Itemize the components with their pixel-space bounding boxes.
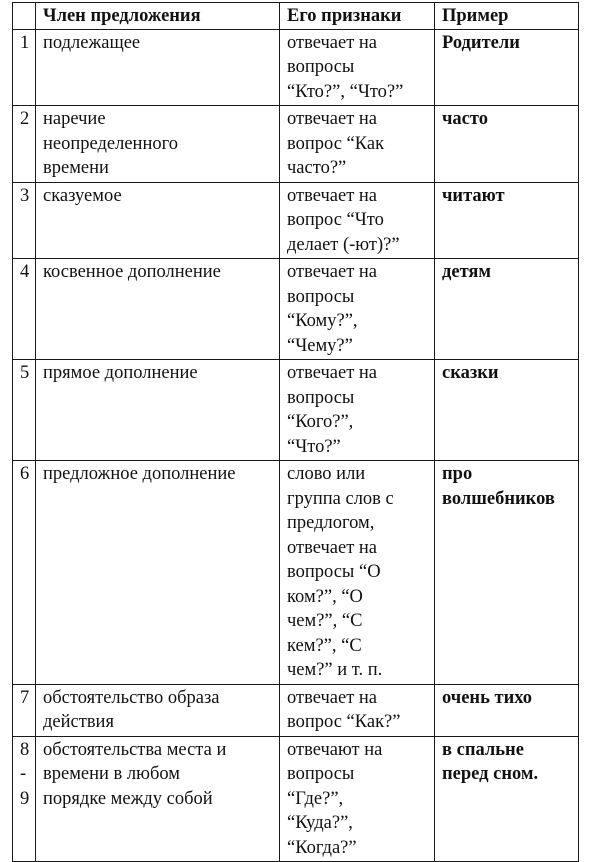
row-example-text: Родители (442, 32, 520, 53)
row-signs-text: отвечает на вопросы “Кого?”, “Что?” (287, 363, 378, 457)
table-row (13, 684, 579, 736)
row-member-text: косвенное дополнение (43, 262, 221, 282)
row-num-text: 6 (20, 464, 30, 484)
table-header (13, 3, 579, 30)
row-example (435, 182, 579, 259)
row-signs-text: отвечает на вопросы “Кто?”, “Что?” (287, 32, 404, 102)
row-member-text: обстоятельства места и времени в любом порядке между собой (43, 739, 227, 809)
row-example (435, 684, 579, 736)
row-member (36, 106, 280, 183)
table-row (13, 29, 579, 106)
table-row (13, 106, 579, 183)
row-member (36, 360, 280, 461)
header-signs: Его признаки (280, 3, 435, 30)
header-row (13, 3, 579, 30)
row-num-text: 8 - 9 (20, 739, 30, 809)
row-member (36, 182, 280, 259)
row-signs-text: отвечает на вопрос “Как?” (287, 687, 401, 732)
row-signs (280, 106, 435, 183)
row-member-text: подлежащее (43, 32, 141, 53)
row-num-text: 7 (20, 687, 30, 708)
table-row (13, 360, 579, 461)
sentence-members-table (12, 2, 579, 862)
row-num (13, 29, 36, 106)
row-example (435, 106, 579, 183)
row-signs-text: отвечает на вопросы “Кому?”, “Чему?” (287, 262, 378, 356)
row-member (36, 461, 280, 685)
row-num (13, 182, 36, 259)
table-row (13, 182, 579, 259)
row-num (13, 360, 36, 461)
row-num (13, 461, 36, 685)
row-signs (280, 684, 435, 736)
row-signs (280, 360, 435, 461)
row-num-text: 1 (20, 32, 30, 53)
row-num (13, 684, 36, 736)
row-signs-text: отвечает на вопрос “Как часто?” (287, 109, 385, 178)
row-member (36, 29, 280, 106)
row-signs-text: отвечает на вопрос “Что делает (-ют)?” (287, 185, 400, 255)
row-signs (280, 259, 435, 360)
row-member-text: предложное дополнение (43, 464, 236, 484)
header-member: Член предложения (36, 3, 280, 30)
row-member (36, 259, 280, 360)
row-num-text: 2 (20, 109, 30, 129)
row-signs-text: слово или группа слов с предлогом, отвечает на вопросы “О ком?”, “О чем?”, “С кем?”, “С чем?” и т. п. (287, 464, 394, 680)
row-example (435, 259, 579, 360)
row-example-text: детям (442, 262, 492, 282)
table-row (13, 461, 579, 685)
header-example: Пример (435, 3, 579, 30)
row-example-text: очень тихо (442, 687, 533, 708)
row-num-text: 3 (20, 185, 30, 206)
row-signs (280, 182, 435, 259)
row-num (13, 106, 36, 183)
table-body (13, 29, 579, 862)
row-num-text: 4 (20, 262, 30, 282)
row-example (435, 29, 579, 106)
row-member (36, 736, 280, 862)
row-example-text: в спальне перед сном. (442, 739, 539, 784)
row-member-text: наречие неопределенного времени (43, 109, 178, 178)
row-example (435, 461, 579, 685)
row-signs (280, 29, 435, 106)
table-row (13, 736, 579, 862)
row-member-text: сказуемое (43, 185, 122, 206)
table-row (13, 259, 579, 360)
row-signs (280, 736, 435, 862)
row-example (435, 736, 579, 862)
row-num (13, 259, 36, 360)
row-example-text: сказки (442, 363, 499, 383)
row-member-text: обстоятельство образа действия (43, 687, 220, 732)
row-example-text: про волшебников (442, 464, 555, 509)
row-num (13, 736, 36, 862)
row-num-text: 5 (20, 363, 30, 383)
row-signs (280, 461, 435, 685)
row-example-text: часто (442, 109, 488, 129)
row-member (36, 684, 280, 736)
row-member-text: прямое дополнение (43, 363, 198, 383)
header-num (13, 3, 36, 30)
row-example (435, 360, 579, 461)
row-example-text: читают (442, 185, 505, 206)
row-signs-text: отвечают на вопросы “Где?”, “Куда?”, “Когда?” (287, 739, 383, 858)
